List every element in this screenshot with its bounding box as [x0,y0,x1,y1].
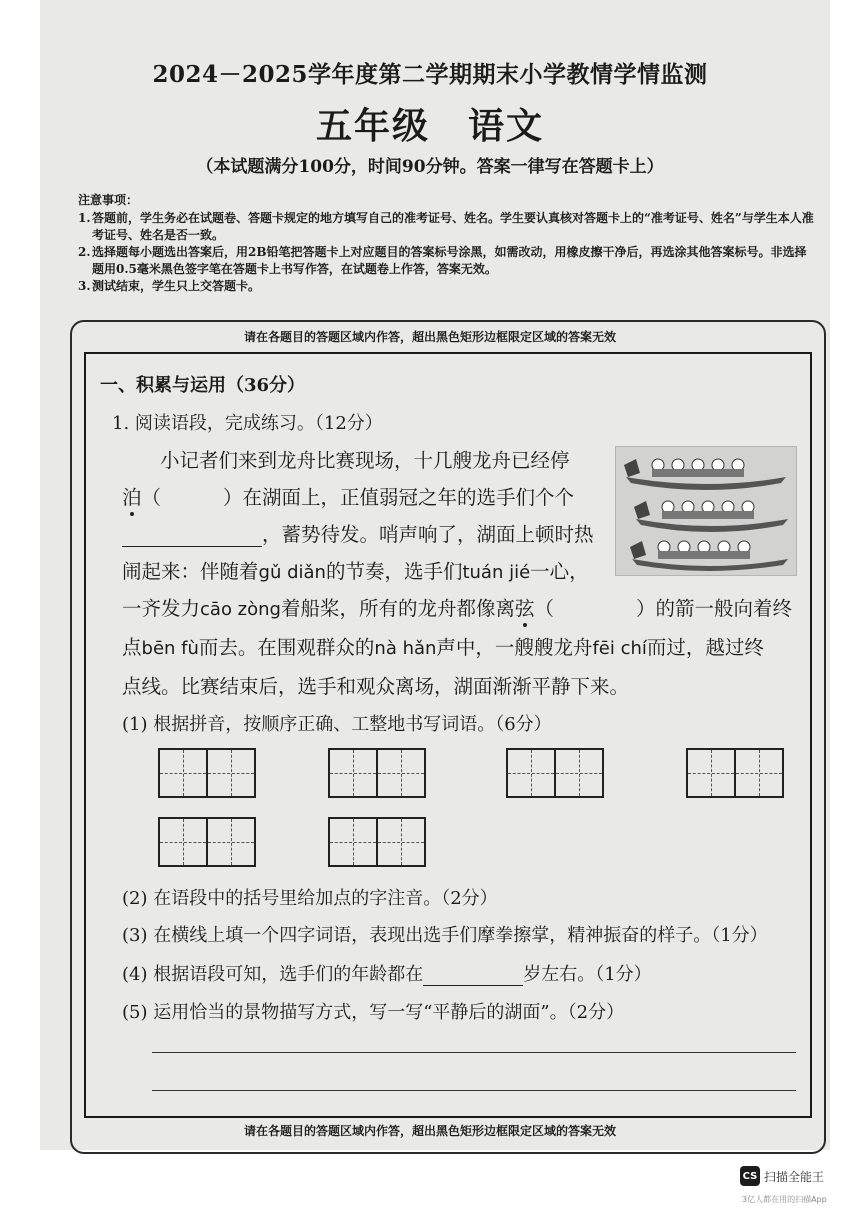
passage-text: ，蓄势待发。哨声响了，湖面上顿时热 [262,523,594,546]
notice-item-text: 答题前，学生务必在试题卷、答题卡规定的地方填写自己的准考证号、姓名。学生要认真核对答题卡上的“准考证号、姓名”与学生本人准考证号、姓名是否一致。 [92,211,814,242]
word-writing-box[interactable] [686,748,784,798]
passage-line-4 [122,556,589,584]
exam-subtitle: （本试题满分100分，时间90分钟。答案一律写在答题卡上） [196,157,664,177]
age-fill-line[interactable] [423,964,523,986]
passage-text: 点 [122,636,142,659]
passage-line-1: 小记者们来到龙舟比赛现场，十几艘龙舟已经停 [160,449,570,472]
passage-line-3 [122,519,594,547]
notice-item-number: 1. [78,211,91,225]
passage-text: 而过，越过终 [646,636,764,659]
passage-text: 着船桨，所有的龙舟都像离 [280,597,515,620]
exam-title: 2024－2025学年度第二学期期末小学教情学情监测 [152,61,708,88]
word-writing-box[interactable] [328,748,426,798]
notice-block [78,192,818,295]
pinyin-word: fēi chí [592,638,647,659]
sub-question-3: (3) 在横线上填一个四字词语，表现出选手们摩拳擦掌，精神振奋的样子。（1分） [122,925,768,946]
word-writing-box[interactable] [506,748,604,798]
passage-line-5 [122,593,792,621]
answer-region-note-bottom: 请在各题目的答题区域内作答，超出黑色矩形边框限定区域的答案无效 [243,1124,616,1138]
passage-text: ）在湖面上，正值弱冠之年的选手们个个 [223,486,575,509]
sub-question-1: (1) 根据拼音，按顺序正确、工整地书写词语。（6分） [122,714,552,735]
paren-open: （ [534,597,555,620]
cs-logo-icon: CS [740,1166,760,1186]
passage-text: 闹起来：伴随着 [122,560,259,583]
word-writing-box[interactable] [158,748,256,798]
question-1-title: 1. 阅读语段，完成练习。（12分） [112,413,383,434]
passage-text: 而去。在围观群众的 [198,636,375,659]
exam-subject: 五年级 语文 [315,105,544,147]
boat-row-2 [634,501,788,532]
sub-question-2: (2) 在语段中的括号里给加点的字注音。（2分） [122,888,498,909]
sub-question-4 [122,960,652,986]
notice-heading: 注意事项： [78,193,139,207]
answer-writing-line[interactable] [152,1052,796,1053]
sub-question-5: (5) 运用恰当的景物描写方式，写一写“平静后的湖面”。（2分） [122,1002,625,1023]
sub-question-4-text: 岁左右。（1分） [523,964,652,985]
pinyin-word: bēn fù [141,638,199,659]
passage-text: 的节奏，选手们 [325,560,463,583]
pinyin-word: nà hǎn [374,638,437,659]
notice-item [78,278,818,295]
pinyin-word: cāo zòng [200,599,281,620]
notice-item-text: 选择题每小题选出答案后，用2B铅笔把答题卡上对应题目的答案标号涂黑，如需改动，用橡皮擦干净后，再选涂其他答案标号。非选择题用0.5毫米黑色签字笔在答题卡上书写作答，在试题卷上作答，答案无效。 [92,245,807,276]
notice-item [78,244,818,278]
passage-text: 一心， [530,560,589,583]
notice-item-text: 测试结束，学生只上交答题卡。 [92,279,261,293]
dragon-boat-illustration [615,446,797,576]
passage-line-2 [122,482,574,510]
notice-item-number: 2. [78,245,91,259]
boat-row-1 [624,459,786,490]
word-writing-box[interactable] [158,817,256,867]
passage-line-7: 点线。比赛结束后，选手和观众离场，湖面渐渐平静下来。 [122,675,630,698]
pinyin-word: tuán jié [462,562,531,583]
answer-writing-line[interactable] [152,1090,796,1091]
idiom-fill-line[interactable] [122,523,262,547]
section-title: 一、积累与运用（36分） [100,375,306,396]
pinyin-word: gǔ diǎn [258,562,326,583]
notice-item [78,210,818,244]
scanner-brand: 扫描全能王 [764,1169,825,1184]
notice-item-number: 3. [78,279,91,293]
sub-question-4-text: (4) 根据语段可知，选手们的年龄都在 [122,964,424,985]
scanner-logo [740,1166,824,1186]
dotted-character: 泊 [122,486,142,509]
passage-text: ）的箭一般向着终 [636,597,793,620]
word-writing-box[interactable] [328,817,426,867]
boat-row-3 [630,541,788,571]
scanner-tagline: 3亿人都在用的扫描App [742,1195,827,1204]
dotted-character: 弦 [515,597,535,620]
passage-text: 声中，一艘艘龙舟 [436,636,593,659]
answer-region-note-top: 请在各题目的答题区域内作答，超出黑色矩形边框限定区域的答案无效 [243,330,616,344]
paren-open: （ [141,486,162,509]
passage-text: 一齐发力 [122,597,201,620]
passage-line-6 [122,632,764,660]
